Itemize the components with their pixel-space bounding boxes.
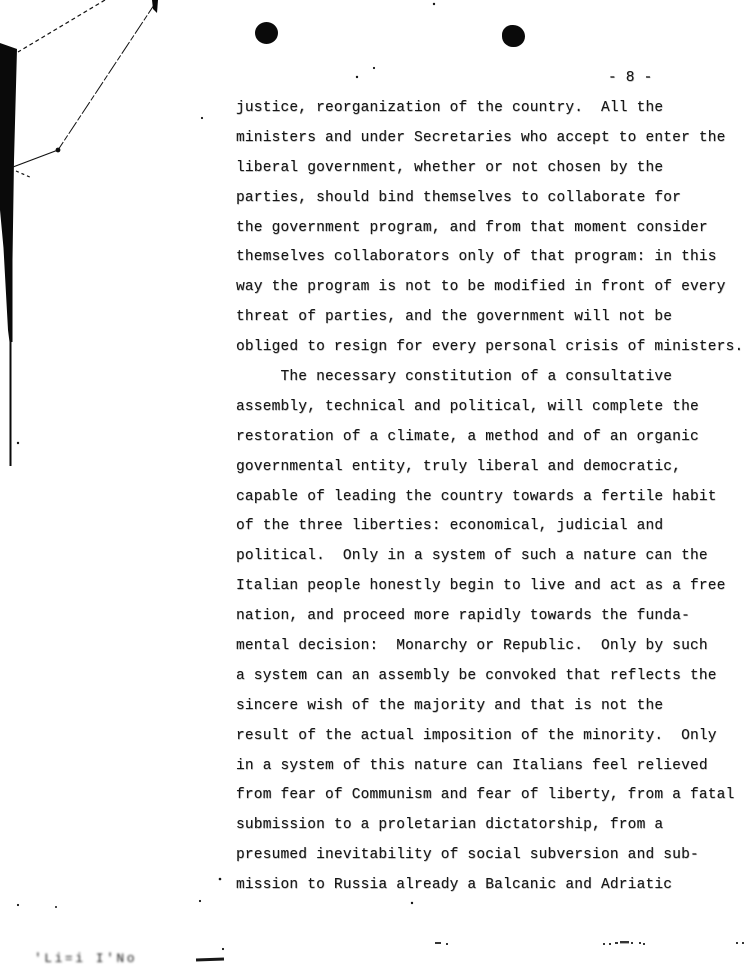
crease-line-artifact [58, 2, 156, 150]
text-line: restoration of a climate, a method and of an organic [236, 428, 699, 445]
text-line: from fear of Communism and fear of liberty, from a fatal [236, 787, 735, 804]
text-line: The necessary constitution of a consultative [236, 369, 673, 386]
text-line: of the three liberties: economical, judicial and [236, 518, 664, 535]
footer-stamp-illegible: 'Li=i I'No [34, 951, 138, 966]
text-line: governmental entity, truly liberal and democratic, [236, 458, 682, 475]
text-line: political. Only in a system of such a nature can the [236, 548, 708, 565]
text-line: a system can an assembly be convoked that reflects the [236, 667, 717, 684]
text-line: liberal government, whether or not chosen by the [236, 159, 664, 176]
punch-hole-dot-right [502, 25, 525, 47]
crease-junction-blob [56, 148, 61, 153]
typewritten-body-text [236, 94, 743, 901]
text-line: ministers and under Secretaries who accept to enter the [236, 129, 726, 146]
text-line: nation, and proceed more rapidly towards the funda- [236, 608, 690, 625]
crease-line-artifact [13, 150, 58, 167]
text-line: in a system of this nature can Italians feel relieved [236, 757, 708, 774]
punch-hole-dot-left [255, 22, 278, 44]
text-line: themselves collaborators only of that program: in this [236, 249, 717, 266]
page-number: - 8 - [608, 70, 653, 86]
text-line: obliged to resign for every personal crisis of ministers. [236, 339, 744, 356]
text-line: threat of parties, and the government will not be [236, 309, 673, 326]
text-line: result of the actual imposition of the minority. Only [236, 727, 717, 744]
crease-line-artifact [18, 0, 105, 52]
text-line: capable of leading the country towards a fertile habit [236, 488, 717, 505]
crease-line-artifact [16, 171, 32, 178]
text-line: mental decision: Monarchy or Republic. Only by such [236, 638, 708, 655]
text-line: way the program is not to be modified in front of every [236, 279, 726, 296]
text-line: Italian people honestly begin to live and act as a free [236, 578, 726, 595]
text-line: mission to Russia already a Balcanic and Adriatic [236, 877, 673, 894]
text-line: sincere wish of the majority and that is not the [236, 697, 664, 714]
text-line: justice, reorganization of the country. All the [236, 100, 664, 116]
text-line: presumed inevitability of social subversion and sub- [236, 847, 699, 864]
text-line: submission to a proletarian dictatorship, from a [236, 817, 664, 834]
text-line: the government program, and from that moment consider [236, 219, 708, 236]
footer-dash-mark [196, 958, 224, 962]
top-edge-tick-artifact [152, 0, 158, 13]
text-line: assembly, technical and political, will complete the [236, 398, 699, 415]
text-line: parties, should bind themselves to collaborate for [236, 189, 682, 206]
footer-noise-marks [435, 941, 744, 945]
binding-bar-artifact [0, 43, 17, 466]
